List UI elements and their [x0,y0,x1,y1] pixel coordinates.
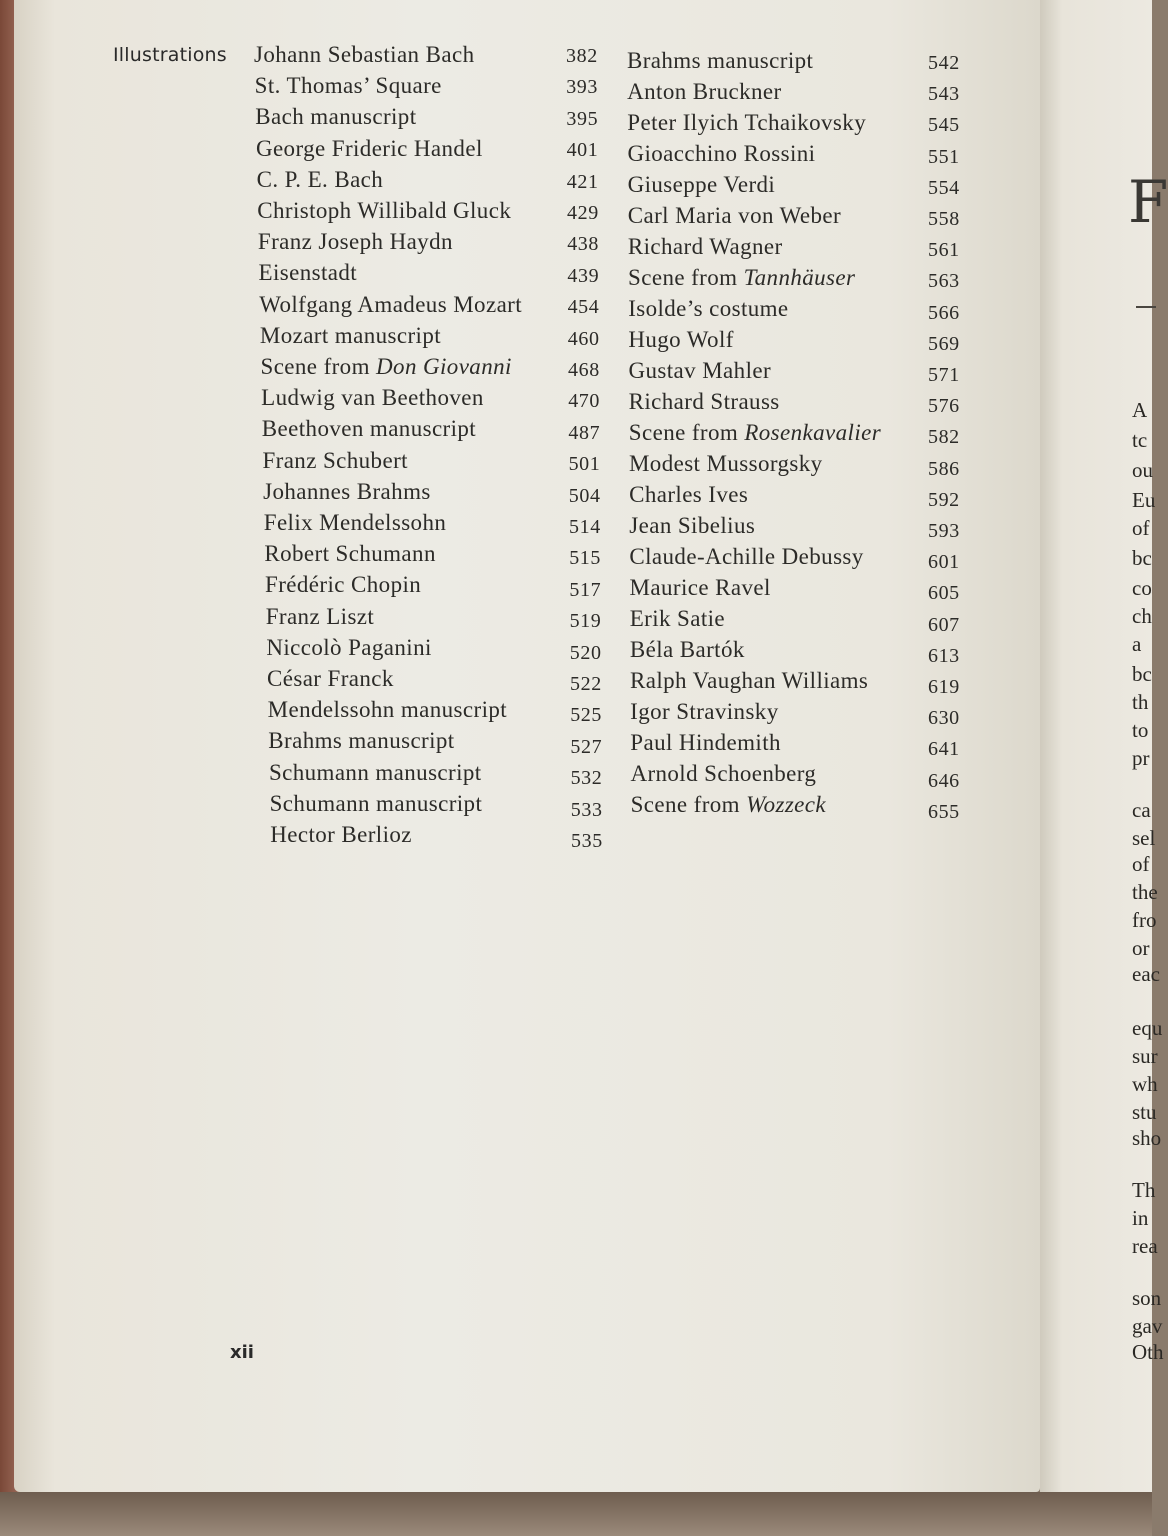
facing-page-text-fragment: to [1132,718,1149,742]
illustration-title: Béla Bartók [629,637,745,662]
illustration-page-number: 586 [927,457,960,480]
illustration-entry [627,48,960,74]
illustration-page-number: 630 [927,707,960,730]
facing-page-text-fragment: fro [1132,908,1157,932]
illustration-entry [627,203,960,230]
illustration-entry [261,416,601,444]
illustration-title: Mendelssohn manuscript [267,697,508,723]
illustration-page-number: 522 [570,673,602,695]
illustration-entry [262,447,601,476]
facing-page-text-fragment: gav [1132,1314,1163,1338]
illustration-title [629,420,881,445]
illustration-entry [264,541,601,570]
illustration-title: Bach manuscript [255,104,417,130]
illustration-entry [628,420,960,449]
illustration-entry [255,104,599,130]
illustration-entry [269,790,603,821]
facing-page-text-fragment: stu [1132,1100,1157,1124]
illustration-page-number: 542 [928,52,960,74]
illustration-title: Giuseppe Verdi [627,172,776,197]
illustration-title: Beethoven manuscript [261,416,477,442]
illustration-title: Anton Bruckner [627,79,782,104]
illustration-entry [259,322,600,350]
illustration-page-number: 421 [566,170,599,193]
facing-page-text-fragment: eac [1132,962,1160,986]
illustration-entry [630,761,960,792]
illustration-page-number: 607 [927,613,960,636]
facing-page-text-fragment: th [1132,690,1149,714]
facing-page-text-fragment: son [1132,1286,1162,1310]
illustration-title: Robert Schumann [264,541,436,567]
illustration-page-number: 454 [567,296,600,319]
illustration-page-number: 519 [569,610,602,633]
illustration-title: Franz Schubert [262,447,408,473]
illustration-page-number: 569 [927,332,960,355]
illustration-title: Brahms manuscript [268,728,455,754]
illustration-title-italic: Wozzeck [746,792,826,817]
illustration-entry [259,291,600,319]
illustration-entry [628,358,960,386]
illustration-page-number: 401 [566,139,599,162]
illustration-title [261,354,512,379]
book-page [14,0,1040,1492]
facing-page-text-fragment: sho [1132,1126,1162,1150]
illustration-page-number: 470 [568,390,600,413]
illustration-entry [627,172,960,199]
illustration-page-number: 393 [566,76,598,99]
illustration-title: Niccolò Paganini [266,634,432,660]
facing-page-text-fragment: bc [1132,546,1152,570]
illustration-entry [268,728,603,758]
illustration-entry [628,265,960,293]
illustration-entry [261,385,600,413]
illustration-entry [630,699,960,730]
facing-page-rule [1136,306,1156,308]
illustration-title: Christoph Willibald Gluck [257,198,512,223]
illustration-title: Hector Berlioz [270,822,412,847]
illustration-title: Gustav Mahler [628,358,772,383]
illustration-title: Maurice Ravel [629,575,771,600]
illustration-entry [263,478,601,507]
illustration-title: Eisenstadt [258,260,358,286]
illustration-entry [627,79,960,106]
facing-page-text-fragment: bc [1132,662,1152,686]
facing-page-heading-letter: F [1128,168,1168,236]
illustration-entry [630,668,960,698]
facing-page-text-fragment: or [1132,936,1150,960]
illustration-entry [265,572,602,601]
illustration-page-number: 646 [927,769,960,792]
illustration-title: Hugo Wolf [628,327,734,352]
illustration-page-number: 395 [566,107,599,130]
illustration-title: Franz Liszt [265,603,375,629]
illustration-entry [254,42,598,68]
illustration-page-number: 563 [927,270,960,293]
illustration-title: Mozart manuscript [259,322,442,348]
illustration-title-italic: Rosenkavalier [744,420,882,445]
illustration-title-italic: Don Giovanni [376,354,512,379]
illustration-entry [627,141,960,168]
table-surface [0,1492,1152,1536]
illustration-page-number: 601 [927,551,960,574]
illustration-entry [629,482,960,511]
illustration-page-number: 605 [927,582,960,605]
illustration-page-number: 571 [928,364,960,386]
page-number: xii [230,1342,254,1363]
illustration-page-number: 566 [927,301,960,324]
illustration-page-number: 515 [569,547,601,570]
illustration-title: Johann Sebastian Bach [254,42,475,67]
facing-page-text-fragment: co [1132,576,1152,600]
facing-page-text-fragment: A [1132,398,1148,422]
illustration-entry [263,510,601,538]
illustration-title: George Frideric Handel [255,135,483,161]
facing-page-text-fragment: ch [1132,604,1152,628]
facing-page-text-fragment: of [1132,852,1150,876]
illustration-page-number: 535 [571,830,603,852]
facing-page-text-fragment: tc [1132,428,1148,452]
illustration-page-number: 439 [567,264,600,287]
facing-page [1040,0,1168,1536]
illustration-page-number: 460 [567,327,600,350]
illustration-page-number: 382 [566,45,598,67]
illustration-title: Claude-Achille Debussy [629,544,864,569]
illustration-title: St. Thomas’ Square [254,73,442,99]
illustration-page-number: 501 [568,453,601,476]
illustration-title: Carl Maria von Weber [627,203,842,228]
illustration-entry [628,389,960,418]
illustration-title-italic: Tannhäuser [743,265,856,290]
facing-page-text-fragment: ou [1132,458,1153,482]
illustration-title: Jean Sibelius [629,513,756,538]
illustration-title: Isolde’s costume [628,296,789,321]
illustration-page-number: 527 [570,735,603,758]
facing-page-text-fragment: pr [1132,746,1150,770]
illustration-title: Ludwig van Beethoven [261,385,484,411]
illustration-title-prefix: Scene from [260,354,377,379]
facing-page-text-fragment: the [1132,880,1158,904]
illustration-page-number: 619 [928,676,960,698]
illustration-page-number: 582 [927,426,960,449]
facing-page-text-fragment: Oth [1132,1340,1164,1364]
illustration-title: Ralph Vaughan Williams [630,668,869,693]
illustration-entry [629,637,960,667]
illustration-title: César Franck [267,666,394,691]
illustration-page-number: 517 [569,578,602,601]
illustration-entry [257,229,599,256]
illustration-title: Gioacchino Rossini [627,141,816,166]
illustration-entry [628,296,960,324]
facing-page-text-fragment: ca [1132,798,1151,822]
illustration-title: Frédéric Chopin [265,572,422,598]
illustration-title-prefix: Scene from [628,420,745,445]
illustration-entry [267,666,602,695]
illustration-page-number: 533 [570,798,603,821]
facing-page-text-fragment: wh [1132,1072,1158,1096]
illustration-entry [256,166,599,193]
illustration-entry [270,822,603,852]
illustration-page-number: 504 [568,484,601,507]
illustration-entry [257,198,599,224]
illustration-title: Felix Mendelssohn [263,510,447,535]
illustration-page-number: 592 [927,488,960,511]
illustration-title [631,792,826,817]
illustration-title: Modest Mussorgsky [628,451,823,476]
illustration-entry [628,451,960,480]
illustration-title: Igor Stravinsky [630,699,779,724]
illustration-entry [265,603,602,633]
section-label: Illustrations [113,44,227,66]
illustration-entry [627,234,960,262]
illustration-page-number: 593 [928,520,960,542]
illustration-entry [630,730,960,761]
illustration-page-number: 561 [927,239,960,262]
illustration-title: Paul Hindemith [630,730,781,755]
illustration-entry [255,135,599,162]
illustration-entry [630,792,960,823]
illustration-page-number: 525 [570,704,602,727]
illustration-page-number: 576 [927,395,960,418]
illustration-title: Charles Ives [629,482,749,507]
illustration-page-number: 543 [927,83,960,106]
illustration-page-number: 487 [568,421,601,444]
illustration-title: Peter Ilyich Tchaikovsky [627,110,867,135]
illustration-title: C. P. E. Bach [256,166,384,192]
illustration-title [628,265,855,290]
illustration-entry [267,697,602,727]
facing-page-text-fragment: Eu [1132,488,1156,512]
illustration-page-number: 554 [927,176,960,199]
facing-page-text-fragment: in [1132,1206,1149,1230]
illustration-entry [629,575,960,605]
illustration-page-number: 520 [569,641,602,664]
illustration-title: Richard Strauss [628,389,780,414]
illustration-page-number: 514 [569,516,601,538]
illustration-page-number: 532 [570,767,603,790]
illustration-title: Richard Wagner [627,234,783,259]
facing-page-text-fragment: a [1132,632,1142,656]
illustration-page-number: 551 [927,145,960,168]
illustration-title-prefix: Scene from [628,265,744,290]
illustration-title: Arnold Schoenberg [630,761,817,786]
illustration-title: Franz Joseph Haydn [257,229,453,255]
facing-page-text-fragment: sur [1132,1044,1158,1068]
illustration-page-number: 468 [568,359,600,381]
illustration-page-number: 655 [927,800,960,823]
illustration-title: Wolfgang Amadeus Mozart [259,291,523,317]
facing-page-text-fragment: sel [1132,826,1156,850]
facing-page-text-fragment: rea [1132,1234,1158,1258]
illustration-page-number: 438 [567,233,599,256]
illustration-entry [627,110,960,137]
illustration-page-number: 558 [928,208,960,230]
illustration-entry [629,513,960,542]
illustration-title: Erik Satie [629,606,726,631]
illustration-entry [258,260,600,287]
illustration-title: Johannes Brahms [263,478,431,504]
illustration-entry [629,606,960,636]
illustration-page-number: 545 [927,114,960,137]
illustration-page-number: 429 [567,202,599,224]
illustration-entry [266,634,602,664]
illustration-page-number: 613 [927,644,960,667]
facing-page-text-fragment: equ [1132,1016,1163,1040]
illustration-page-number: 641 [927,738,960,761]
illustration-entry [628,327,960,355]
facing-page-text-fragment: Th [1132,1178,1156,1202]
illustration-title-prefix: Scene from [630,792,747,817]
illustration-title: Schumann manuscript [269,790,483,816]
illustration-entry [268,759,603,790]
facing-page-text-fragment: of [1132,516,1150,540]
illustration-entry [629,544,960,574]
illustration-title: Brahms manuscript [627,48,814,73]
illustration-entry [260,354,600,381]
illustration-entry [254,73,598,99]
illustration-title: Schumann manuscript [268,759,482,785]
